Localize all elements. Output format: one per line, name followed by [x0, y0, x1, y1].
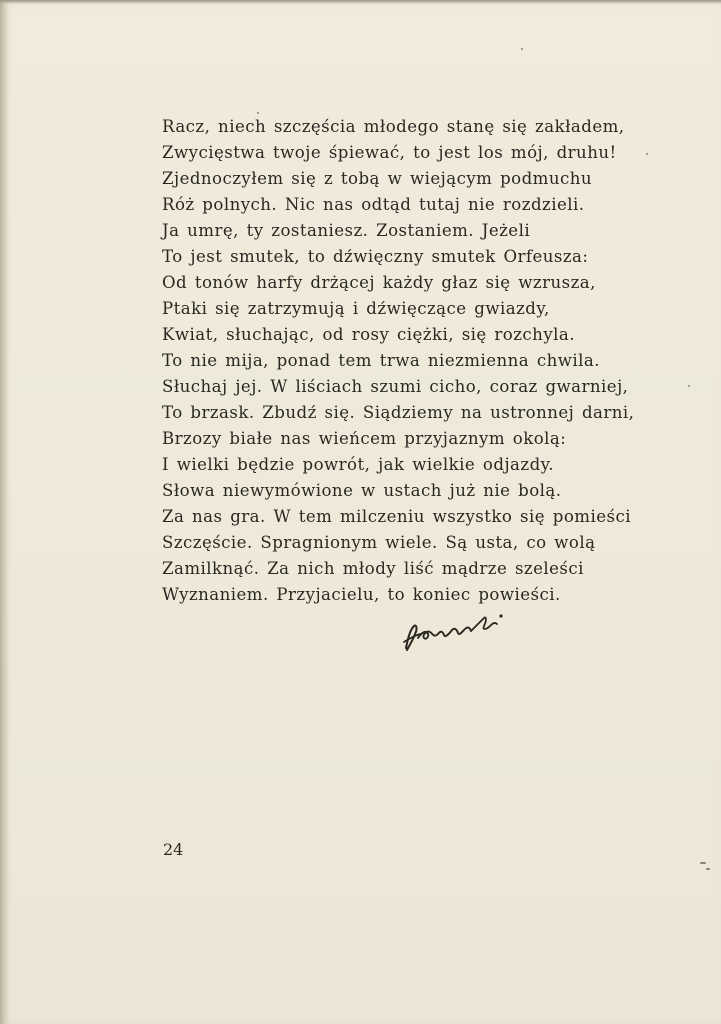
poem-line: Zamilknąć. Za nich młody liść mądrze szeleści: [162, 559, 584, 578]
poem-line: To jest smutek, to dźwięczny smutek Orfeusza:: [162, 247, 589, 266]
page-binding-edge: [0, 0, 9, 1024]
poem-line: Zjednoczyłem się z tobą w wiejącym podmuchu: [162, 169, 592, 188]
poem-line: Słuchaj jej. W liściach szumi cicho, coraz gwarniej,: [162, 377, 629, 396]
poem-line: Wyznaniem. Przyjacielu, to koniec powieści.: [162, 585, 561, 604]
poem-line: To brzask. Zbudź się. Siądziemy na ustronnej darni,: [162, 403, 635, 422]
poem-line: Za nas gra. W tem milczeniu wszystko się pomieści: [162, 507, 631, 526]
paper-speck: [257, 112, 259, 114]
paper-speck: [700, 862, 706, 864]
paper-speck: [646, 153, 648, 155]
poem-line: Szczęście. Spragnionym wiele. Są usta, co wolą: [162, 533, 596, 552]
paper-speck: [688, 385, 690, 387]
poem-line: I wielki będzie powrót, jak wielkie odjazdy.: [162, 455, 554, 474]
poem-line: Róż polnych. Nic nas odtąd tutaj nie rozdzieli.: [162, 195, 585, 214]
poem-line: Racz, niech szczęścia młodego stanę się zakładem,: [162, 117, 625, 136]
poem-line: Ptaki się zatrzymują i dźwięczące gwiazdy,: [162, 299, 550, 318]
paper-speck: [521, 48, 523, 50]
paper-speck: [706, 868, 710, 870]
page-top-edge: [0, 0, 721, 4]
poem-line: To nie mija, ponad tem trwa niezmienna chwila.: [162, 351, 600, 370]
page-number: 24: [163, 840, 184, 859]
poem-line: Słowa niewymówione w ustach już nie bolą.: [162, 481, 562, 500]
poem-line: Kwiat, słuchając, od rosy ciężki, się rozchyla.: [162, 325, 575, 344]
poem-line: Zwycięstwa twoje śpiewać, to jest los mój, druhu!: [162, 143, 617, 162]
poem-text: [162, 114, 662, 608]
poem-line: Brzozy białe nas wieńcem przyjaznym okolą:: [162, 429, 567, 448]
handwritten-signature-icon: [400, 608, 515, 656]
poem-line: Ja umrę, ty zostaniesz. Zostaniem. Jeżeli: [162, 221, 531, 240]
poem-line: Od tonów harfy drżącej każdy głaz się wzrusza,: [162, 273, 596, 292]
